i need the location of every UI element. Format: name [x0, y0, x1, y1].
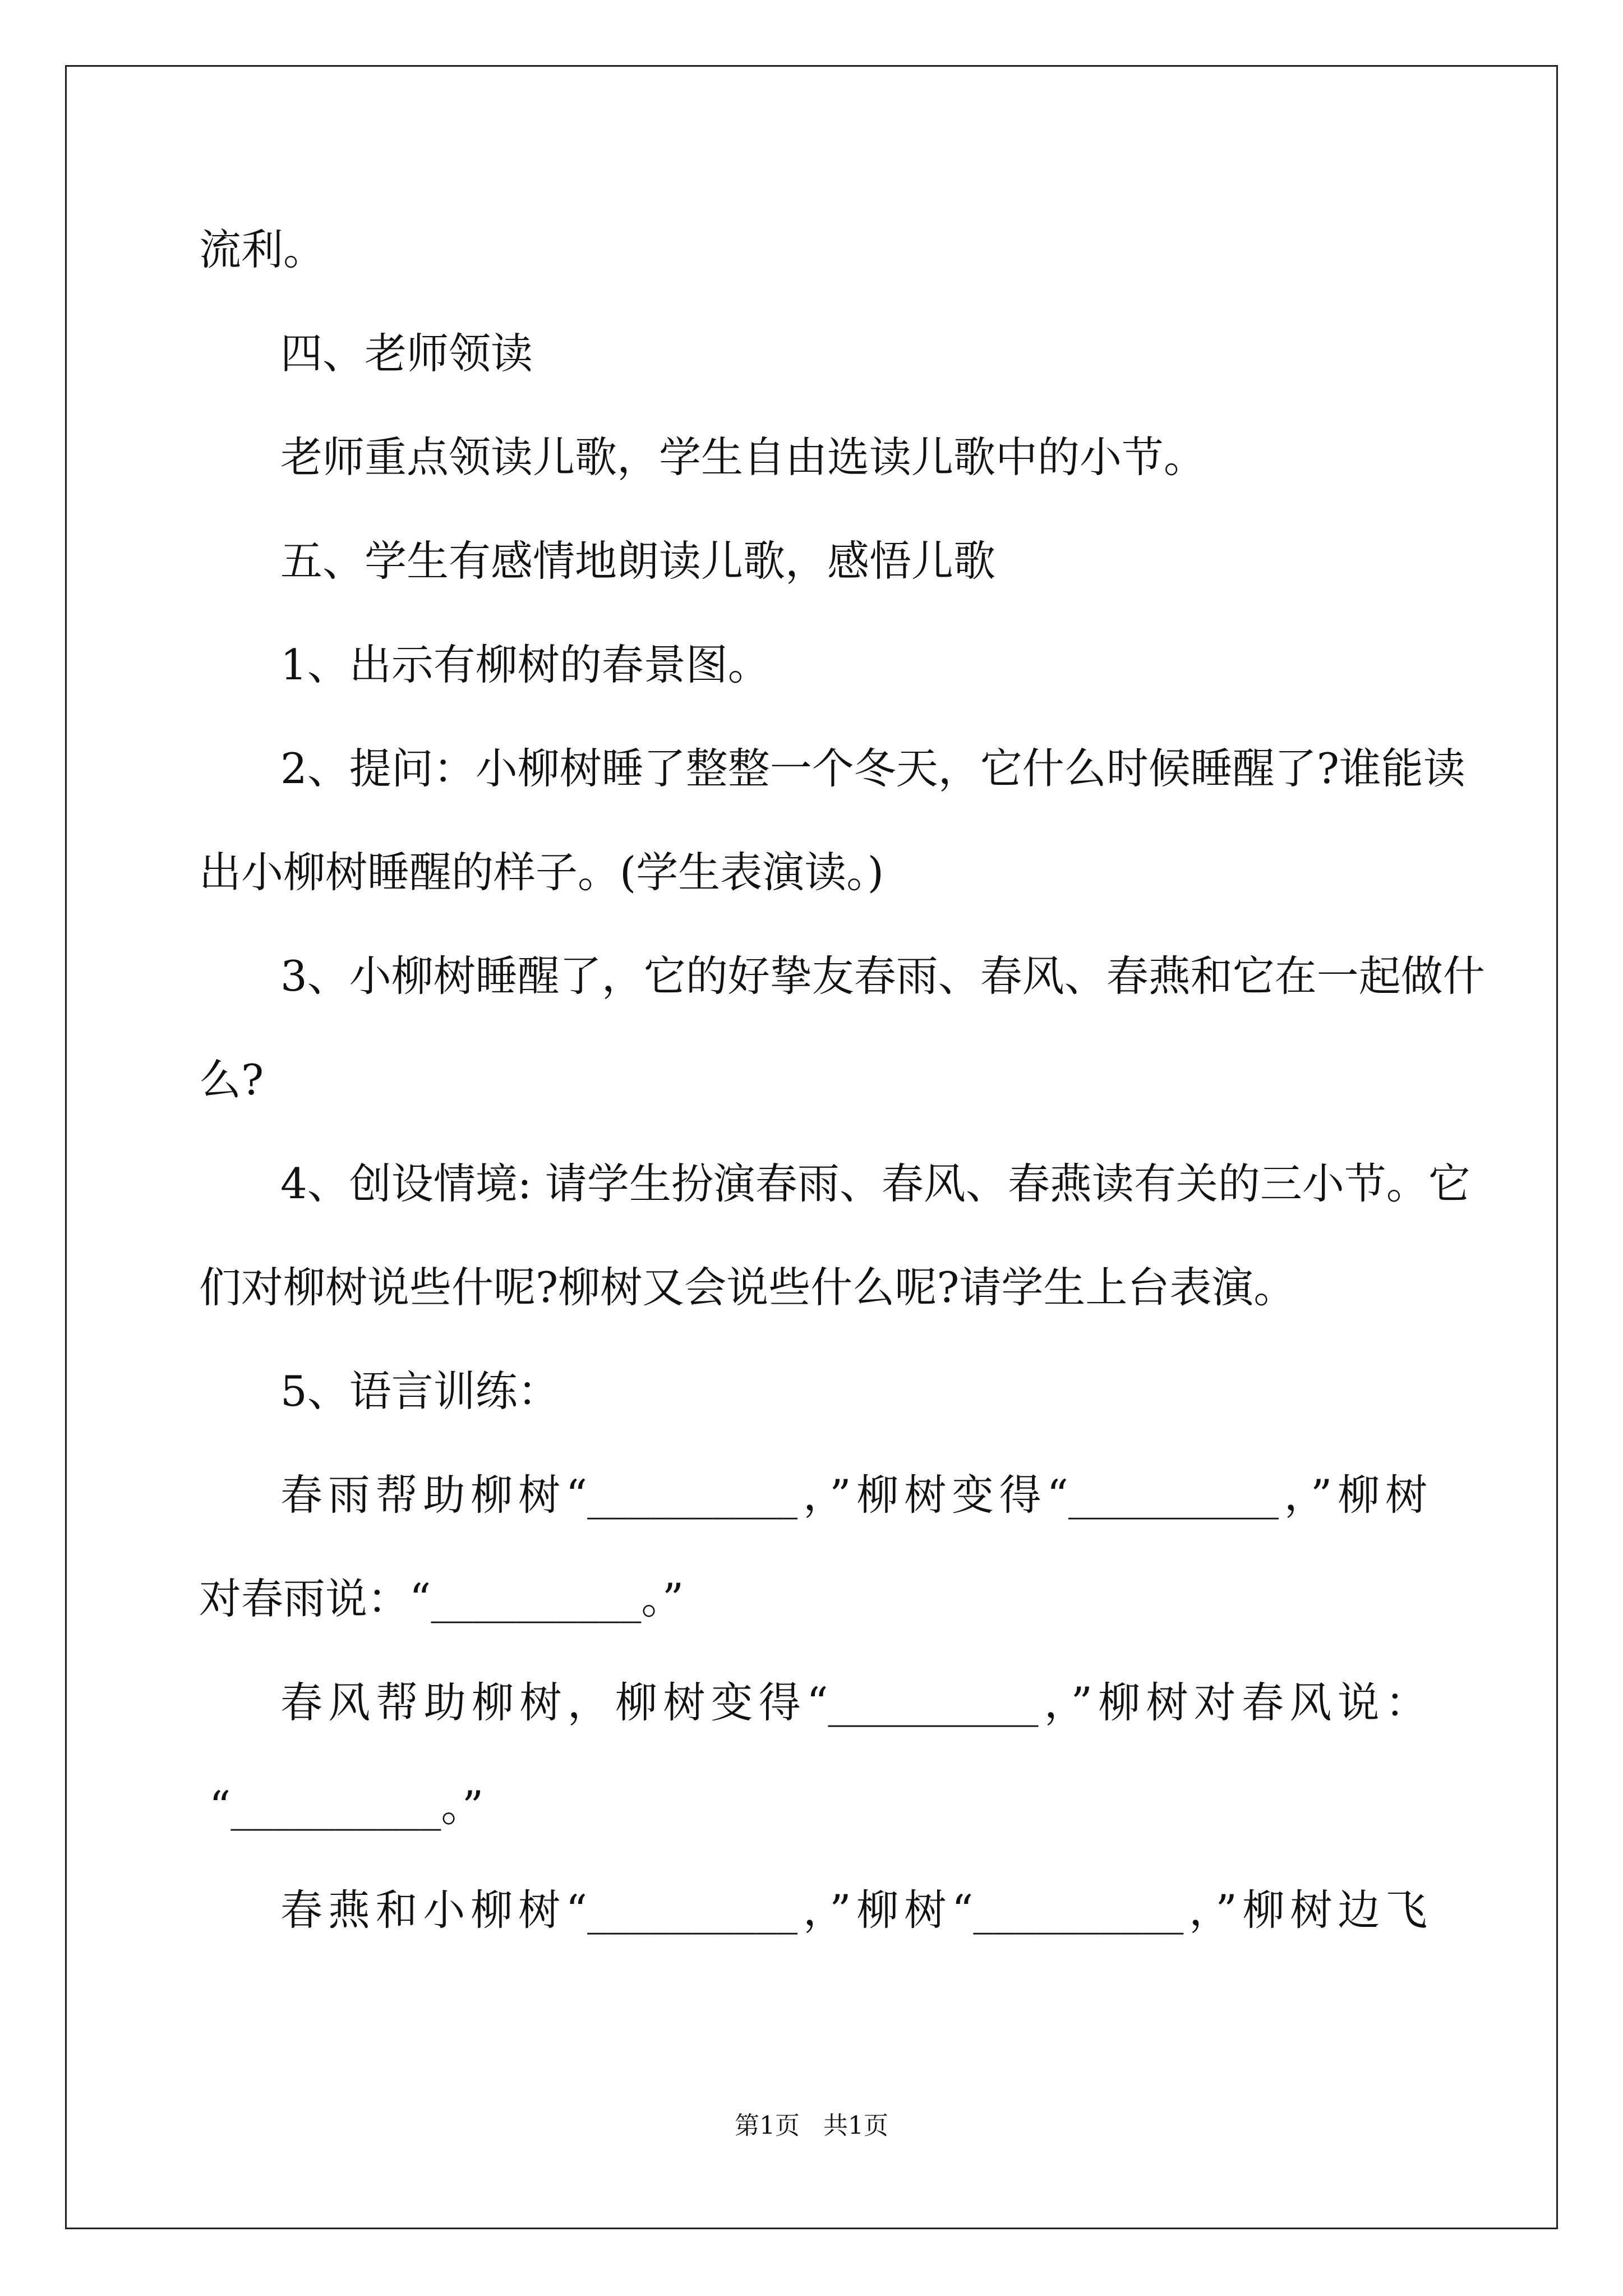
- text-line: 么?: [199, 1055, 264, 1105]
- list-item: 2、提问：小柳树睡了整整一个冬天，它什么时候睡醒了?谁能读: [280, 744, 1465, 793]
- page-footer: [0, 2109, 1623, 2143]
- fill-in-line: 春燕和小柳树“__________，”柳树“__________，”柳树边飞: [280, 1885, 1427, 1935]
- text-line: 们对柳树说些什呢?柳树又会说些什么呢?请学生上台表演。: [199, 1263, 1296, 1312]
- section-heading: 五、学生有感情地朗读儿歌，感悟儿歌: [280, 536, 996, 586]
- list-item: 3、小柳树睡醒了，它的好挚友春雨、春风、春燕和它在一起做什: [280, 951, 1485, 1001]
- fill-in-line: “__________。”: [209, 1782, 484, 1831]
- text-line: 老师重点领读儿歌，学生自由选读儿歌中的小节。: [280, 432, 1206, 482]
- text-line: 出小柳树睡醒的样子。(学生表演读。): [199, 848, 884, 897]
- list-item: 5、语言训练：: [280, 1366, 560, 1416]
- fill-in-line: 对春雨说：“__________。”: [199, 1574, 684, 1623]
- text-line: 流利。: [199, 225, 326, 274]
- list-item: 1、出示有柳树的春景图。: [280, 640, 770, 689]
- fill-in-line: 春风帮助柳树，柳树变得“__________，”柳树对春风说：: [280, 1678, 1427, 1727]
- section-heading: 四、老师领读: [280, 329, 533, 378]
- list-item: 4、创设情境: 请学生扮演春雨、春风、春燕读有关的三小节。它: [280, 1159, 1470, 1208]
- page-number: 第1页 共1页: [735, 2111, 888, 2140]
- fill-in-line: 春雨帮助柳树“__________，”柳树变得“__________，”柳树: [280, 1470, 1427, 1520]
